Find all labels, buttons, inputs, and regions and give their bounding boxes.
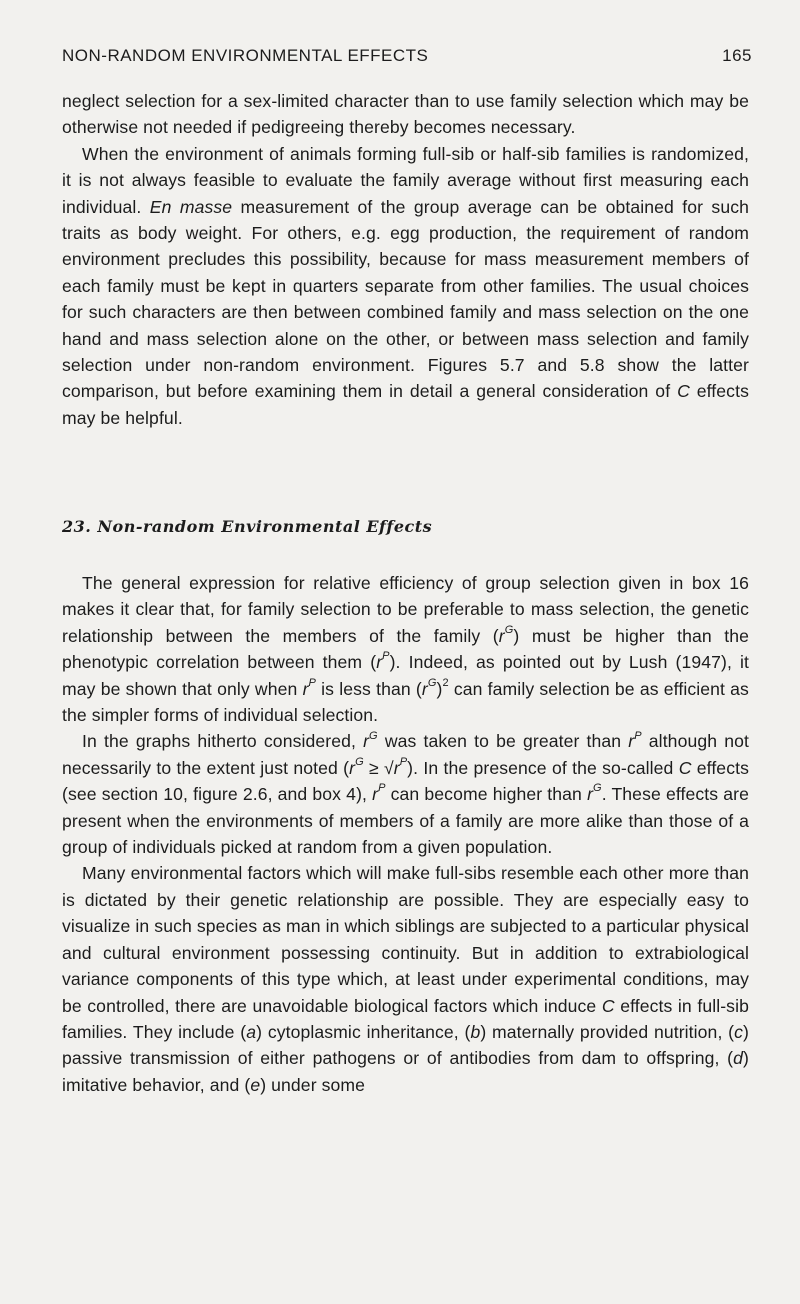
text-run: ) imitative behavior, and ( <box>62 1048 749 1095</box>
body-text-top <box>62 88 749 431</box>
superscript-p: P <box>378 782 386 795</box>
superscript-2: 2 <box>442 676 449 689</box>
text-run: although not necessarily to the extent just noted ( <box>62 731 749 778</box>
symbol-r: r <box>498 625 505 646</box>
text-run: When the environment of animals forming full-sib or half-sib families is randomized, it is not always feasible to evaluate the family average without first measuring each individual. <box>62 143 749 217</box>
superscript-g: G <box>369 729 378 742</box>
italic-symbol: C <box>678 757 692 778</box>
text-run: measurement of the group average can be obtained for such traits as body weight. For others, e.g. egg production, the requirement of random environment precludes this possibility, because for mass measurement members of each family must be kept in quarters separate from other families. The usual choices for such characters are then between combined family and mass selection on the one hand and mass selection alone on the other, or between mass selection and family selection under non-random environment. Figures 5.7 and 5.8 show the latter comparison, but before examining them in detail a general consideration of <box>62 196 749 402</box>
text-run: effects (see section 10, figure 2.6, and box 4), <box>62 757 749 805</box>
symbol-r: r <box>349 757 356 778</box>
paragraph-environment <box>62 141 749 431</box>
text-run: effects in full-sib families. They include ( <box>62 995 749 1042</box>
list-marker: a <box>246 1021 257 1042</box>
superscript-p: P <box>308 676 316 689</box>
text-run: was taken to be greater than <box>384 731 622 752</box>
paragraph-graphs <box>62 728 749 860</box>
text-run: ) must be higher than the phenotypic correlation between them ( <box>62 625 749 673</box>
page-number: 165 <box>722 46 752 65</box>
text-run: effects may be helpful. <box>62 381 749 428</box>
symbol-r: r <box>628 731 635 752</box>
text-run: ) maternally provided nutrition, ( <box>480 1021 735 1042</box>
list-marker: b <box>470 1021 481 1042</box>
section-heading: 23. Non-random Environmental Effects <box>62 517 433 536</box>
text-run: The general expression for relative efficiency of group selection given in box 16 makes it clear that, for family selection to be preferable to mass selection, the genetic relationship between the members of the family ( <box>62 573 749 646</box>
symbol-r: r <box>372 784 379 805</box>
symbol-r: r <box>302 678 309 699</box>
paragraph-relative-efficiency <box>62 570 749 728</box>
text-run: can become higher than <box>390 784 582 805</box>
italic-symbol: C <box>677 381 690 402</box>
superscript-p: P <box>634 729 642 742</box>
italic-symbol: C <box>601 995 615 1016</box>
symbol-r: r <box>363 731 370 752</box>
list-marker: d <box>733 1048 744 1069</box>
text-run: ). Indeed, as pointed out by Lush (1947), it may be shown that only when <box>62 652 749 699</box>
text-run: Many environmental factors which will make full-sibs resemble each other more than is dictated by their genetic relationship are possible. They are especially easy to visualize in such species as man in which siblings are subjected to a particular physical and cultural environment possessing continuity. But in addition to extrabiological variance components of this type which, at least under experimental conditions, may be controlled, there are unavoidable biological factors which induce <box>62 863 749 1016</box>
paragraph-text: neglect selection for a sex-limited character than to use family selection which may be otherwise not needed if pedigreeing thereby becomes necessary. <box>62 91 749 138</box>
paragraph-continuation <box>62 88 749 141</box>
text-run: . These effects are present when the environments of members of a family are more alike than those of a group of individuals picked at random from a given population. <box>62 784 749 858</box>
running-head-title: NON-RANDOM ENVIRONMENTAL EFFECTS <box>62 46 429 65</box>
inequality: ≥ √ <box>363 757 394 778</box>
list-marker: c <box>734 1021 744 1042</box>
superscript-g: G <box>593 782 602 795</box>
text-run: ) cytoplasmic inheritance, ( <box>256 1021 471 1042</box>
symbol-r: r <box>587 784 594 805</box>
superscript-g: G <box>355 755 364 768</box>
text-run: ). In the presence of the so-called <box>407 757 674 778</box>
symbol-r: r <box>376 652 383 673</box>
text-run: ) passive transmission of either pathogens or of antibodies from dam to offspring, ( <box>62 1021 749 1069</box>
superscript-p: P <box>399 755 408 768</box>
text-run: ) <box>436 678 443 699</box>
symbol-r: r <box>421 678 428 699</box>
superscript-g: G <box>504 623 514 636</box>
paragraph-environmental-factors <box>62 860 749 1098</box>
text-run: In the graphs hitherto considered, <box>82 731 356 752</box>
superscript-p: P <box>382 650 390 663</box>
superscript-g: G <box>427 676 437 689</box>
text-run: ) under some <box>260 1074 366 1095</box>
text-run: is less than ( <box>321 678 422 699</box>
list-marker: e <box>250 1074 261 1095</box>
body-text-section <box>62 570 749 1098</box>
running-head <box>62 46 752 76</box>
symbol-r: r <box>393 757 400 778</box>
italic-phrase: En masse <box>149 196 233 217</box>
text-run: can family selection be as efficient as the simpler forms of individual selection. <box>62 678 749 726</box>
